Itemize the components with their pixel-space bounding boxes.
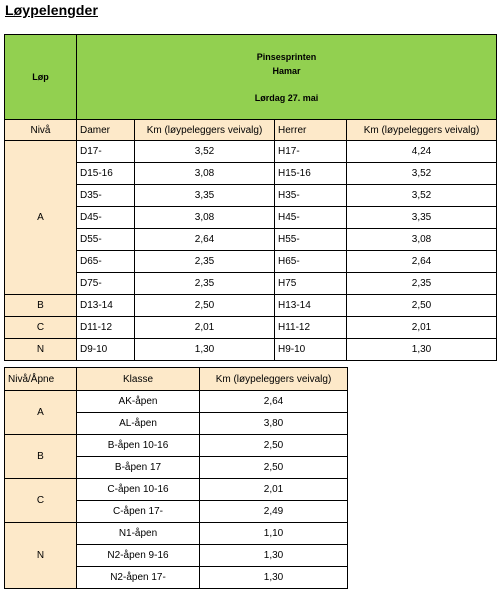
herrer-class: H15-16 — [275, 163, 347, 185]
klasse-cell: B-åpen 10-16 — [77, 435, 200, 457]
page-title: Løypelengder — [5, 2, 98, 18]
col-herrer: Herrer — [275, 120, 347, 141]
table-row — [5, 295, 497, 317]
level-cell: N — [5, 523, 77, 589]
open-classes-table — [4, 367, 348, 589]
damer-class: D75- — [77, 273, 135, 295]
km-cell: 1,30 — [200, 545, 348, 567]
damer-class: D35- — [77, 185, 135, 207]
herrer-km: 1,30 — [347, 339, 497, 361]
km-cell: 2,49 — [200, 501, 348, 523]
table-row — [5, 163, 497, 185]
herrer-class: H75 — [275, 273, 347, 295]
damer-class: D15-16 — [77, 163, 135, 185]
table-row — [5, 207, 497, 229]
level-cell: N — [5, 339, 77, 361]
herrer-km: 2,35 — [347, 273, 497, 295]
damer-class: D13-14 — [77, 295, 135, 317]
table-row — [5, 523, 348, 545]
damer-km: 2,64 — [135, 229, 275, 251]
herrer-class: H45- — [275, 207, 347, 229]
herrer-km: 3,52 — [347, 185, 497, 207]
klasse-cell: N1-åpen — [77, 523, 200, 545]
km-cell: 1,10 — [200, 523, 348, 545]
herrer-km: 4,24 — [347, 141, 497, 163]
klasse-cell: N2-åpen 17- — [77, 567, 200, 589]
herrer-class: H35- — [275, 185, 347, 207]
damer-class: D11-12 — [77, 317, 135, 339]
herrer-km: 3,08 — [347, 229, 497, 251]
damer-class: D17- — [77, 141, 135, 163]
race-name: Pinsesprinten — [256, 51, 317, 62]
klasse-cell: N2-åpen 9-16 — [77, 545, 200, 567]
damer-km: 3,08 — [135, 207, 275, 229]
lop-header: Løp — [5, 35, 77, 120]
col-km-damer: Km (løypeleggers veivalg) — [135, 120, 275, 141]
herrer-km: 2,64 — [347, 251, 497, 273]
damer-class: D9-10 — [77, 339, 135, 361]
herrer-km: 2,01 — [347, 317, 497, 339]
herrer-class: H55- — [275, 229, 347, 251]
km-cell: 2,50 — [200, 435, 348, 457]
herrer-km: 3,35 — [347, 207, 497, 229]
race-date: Lørdag 27. mai — [254, 92, 319, 103]
klasse-cell: AL-åpen — [77, 413, 200, 435]
km-cell: 1,30 — [200, 567, 348, 589]
level-cell: A — [5, 391, 77, 435]
table-row — [5, 317, 497, 339]
damer-class: D45- — [77, 207, 135, 229]
herrer-class: H17- — [275, 141, 347, 163]
course-lengths-table — [4, 34, 497, 361]
col-niva: Nivå — [5, 120, 77, 141]
km-cell: 2,50 — [200, 457, 348, 479]
race-info-header — [77, 35, 497, 120]
herrer-class: H11-12 — [275, 317, 347, 339]
table-row — [5, 185, 497, 207]
km-cell: 2,01 — [200, 479, 348, 501]
table-row — [5, 141, 497, 163]
col-klasse: Klasse — [77, 368, 200, 391]
table-row — [5, 391, 348, 413]
table-row — [5, 479, 348, 501]
damer-km: 3,52 — [135, 141, 275, 163]
damer-km: 2,50 — [135, 295, 275, 317]
klasse-cell: B-åpen 17 — [77, 457, 200, 479]
col-niva-apne: Nivå/Åpne — [5, 368, 77, 391]
km-cell: 2,64 — [200, 391, 348, 413]
herrer-km: 2,50 — [347, 295, 497, 317]
herrer-class: H9-10 — [275, 339, 347, 361]
klasse-cell: C-åpen 17- — [77, 501, 200, 523]
table-row — [5, 229, 497, 251]
damer-class: D55- — [77, 229, 135, 251]
level-cell: B — [5, 295, 77, 317]
level-cell: C — [5, 317, 77, 339]
km-cell: 3,80 — [200, 413, 348, 435]
race-place: Hamar — [272, 65, 301, 76]
damer-km: 2,35 — [135, 251, 275, 273]
col-km-herrer: Km (løypeleggers veivalg) — [347, 120, 497, 141]
level-cell: C — [5, 479, 77, 523]
damer-km: 3,08 — [135, 163, 275, 185]
damer-km: 3,35 — [135, 185, 275, 207]
table-row — [5, 339, 497, 361]
klasse-cell: AK-åpen — [77, 391, 200, 413]
herrer-km: 3,52 — [347, 163, 497, 185]
col-damer: Damer — [77, 120, 135, 141]
damer-km: 2,01 — [135, 317, 275, 339]
table-row — [5, 273, 497, 295]
herrer-class: H65- — [275, 251, 347, 273]
klasse-cell: C-åpen 10-16 — [77, 479, 200, 501]
level-cell: A — [5, 141, 77, 295]
damer-class: D65- — [77, 251, 135, 273]
damer-km: 2,35 — [135, 273, 275, 295]
col-km-open: Km (løypeleggers veivalg) — [200, 368, 348, 391]
damer-km: 1,30 — [135, 339, 275, 361]
table-row — [5, 251, 497, 273]
table-row — [5, 435, 348, 457]
level-cell: B — [5, 435, 77, 479]
herrer-class: H13-14 — [275, 295, 347, 317]
